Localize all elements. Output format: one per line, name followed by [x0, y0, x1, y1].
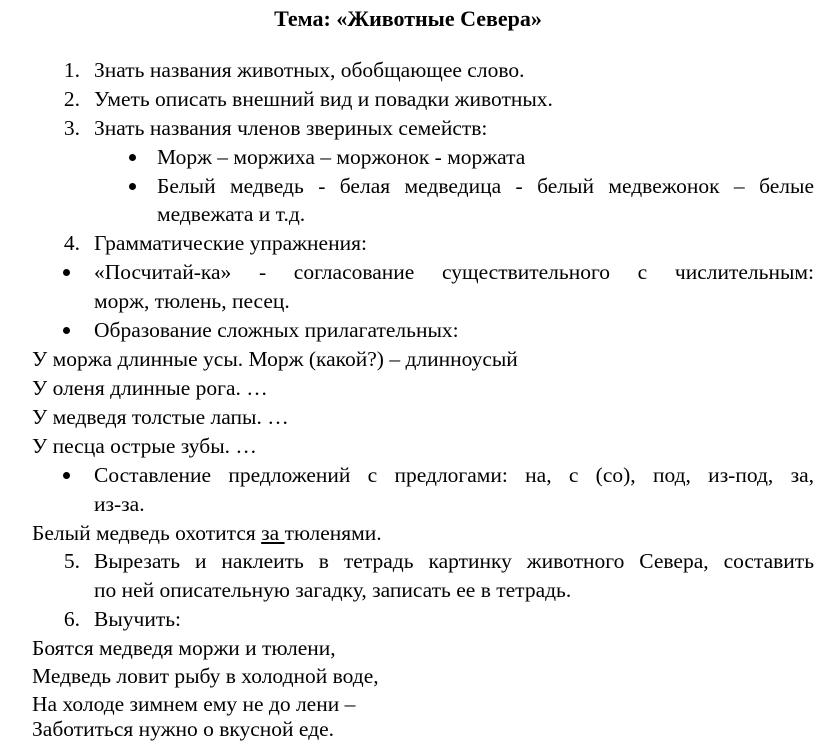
item-4-number: 4. [63, 231, 80, 255]
bullet-dot [63, 472, 70, 479]
poem-line-3: На холоде зимнем ему не до лени – [32, 692, 356, 716]
item-3-text: Знать названия членов звериных семейств: [94, 116, 488, 140]
bullet-dot [63, 269, 70, 276]
poem-line-1: Боятся медведя моржи и тюлени, [32, 636, 336, 660]
item-6-number: 6. [63, 607, 80, 631]
example-line-4: У песца острые зубы. … [32, 434, 257, 458]
item-3-sub-2-line-1: Белый медведь - белая медведица - белый медвежонок – белые [157, 174, 814, 198]
bullet-dot [63, 327, 70, 334]
document-title: Тема: «Животные Севера» [274, 6, 542, 31]
item-4-bullet-3-line-1: Составление предложений с предлогами: на, с (со), под, из-под, за, [94, 463, 814, 487]
item-5-number: 5. [63, 549, 80, 573]
item-5-line-2: по ней описательную загадку, записать ее в тетрадь. [94, 578, 572, 602]
item-6-text: Выучить: [94, 607, 182, 631]
item-1-text: Знать названия животных, обобщающее слово. [94, 58, 525, 82]
item-4-text: Грамматические упражнения: [94, 231, 367, 255]
item-3-sub-2-line-2: медвежата и т.д. [157, 202, 306, 226]
item-2-text: Уметь описать внешний вид и повадки животных. [94, 87, 553, 111]
item-4-bullet-1-line-2: морж, тюлень, песец. [94, 289, 290, 313]
item-5-line-1: Вырезать и наклеить в тетрадь картинку животного Севера, составить [94, 549, 814, 573]
bullet-dot [129, 154, 136, 161]
underlined-preposition: за [261, 521, 285, 545]
example-line-2: У оленя длинные рога. … [32, 376, 268, 400]
example-line-3: У медведя толстые лапы. … [32, 405, 289, 429]
example-sentence-start: Белый медведь охотится [32, 521, 262, 545]
example-sentence-end: тюленями. [284, 521, 382, 545]
item-4-bullet-1-line-1: «Посчитай-ка» - согласование существительного с числительным: [94, 260, 814, 284]
bullet-dot [129, 183, 136, 190]
example-sentence [32, 519, 382, 548]
item-4-bullet-2: Образование сложных прилагательных: [94, 318, 459, 342]
item-4-bullet-3-line-2: из-за. [94, 492, 145, 516]
poem-line-2: Медведь ловит рыбу в холодной воде, [32, 664, 379, 688]
item-2-number: 2. [63, 87, 80, 111]
item-3-number: 3. [63, 116, 80, 140]
example-line-1: У моржа длинные усы. Морж (какой?) – длинноусый [32, 347, 518, 371]
item-1-number: 1. [63, 58, 80, 82]
poem-line-4: Заботиться нужно о вкусной еде. [32, 717, 335, 741]
item-3-sub-1: Морж – моржиха – моржонок - моржата [157, 145, 526, 169]
